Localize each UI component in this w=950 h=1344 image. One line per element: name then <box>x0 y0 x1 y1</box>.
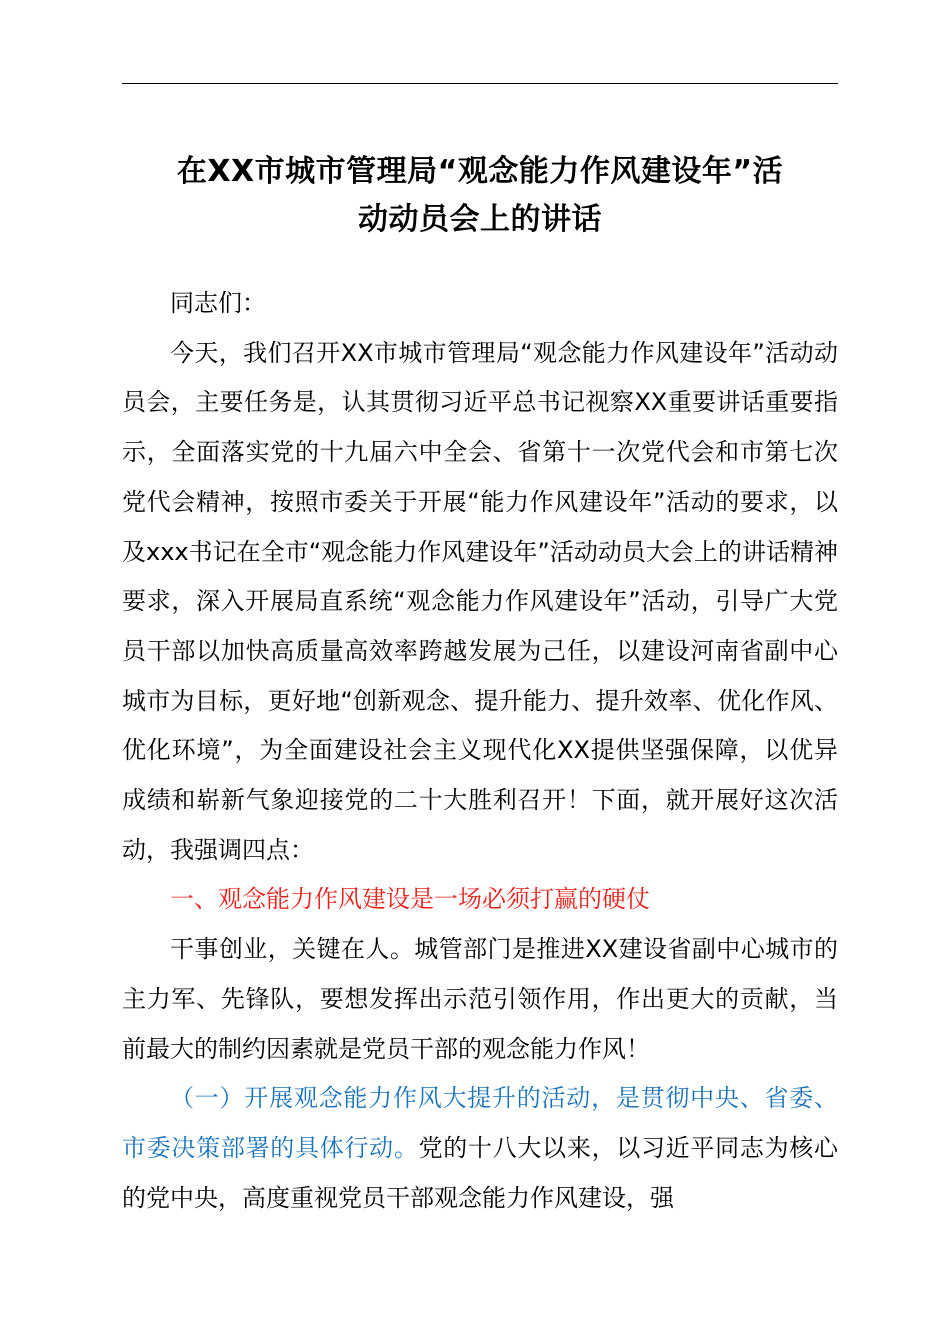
paragraph-section-1: 干事创业，关键在人。城管部门是推进XX建设省副中心城市的主力军、先锋队，要想发挥出示范引领作用，作出更大的贡献，当前最大的制约因素就是党员干部的观念能力作风！ <box>122 935 838 1063</box>
paragraph-intro: 今天，我们召开XX市城市管理局“观念能力作风建设年”活动动员会，主要任务是，认其贯彻习近平总书记视察XX重要讲话重要指示，全面落实党的十九届六中全会、省第十一次党代会和市第七次党代会精神，按照市委关于开展“能力作风建设年”活动的要求，以及xxx书记在全市“观念能力作风建设年”活动动员大会上的讲话精神要求，深入开展局直系统“观念能力作风建设年”活动，引导广大党员干部以加快高质量高效率跨越发展为己任，以建设河南省副中心城市为目标，更好地“创新观念、提升能力、提升效率、优化作风、优化环境”，为全面建设社会主义现代化XX提供坚强保障，以优异成绩和崭新气象迎接党的二十大胜利召开！下面，就开展好这次活动，我强调四点： <box>122 338 838 864</box>
section-heading-1: 一、观念能力作风建设是一场必须打赢的硬仗 <box>170 885 650 914</box>
subsection-heading-1: （一）开展观念能力作风大提升的活动，是贯彻中央、省委、市委决策部署的具体行动。 <box>122 1084 838 1162</box>
document-title <box>115 148 845 244</box>
salutation: 同志们： <box>170 289 266 317</box>
header-rule <box>122 83 838 84</box>
title-line-2: 动动员会上的讲话 <box>358 202 602 237</box>
title-line-1: 在XX市城市管理局“观念能力作风建设年”活 <box>176 154 784 189</box>
subsection-1-text: 党的十八大以来，以习近平同志为核心的党中央，高度重视党员干部观念能力作风建设，强 <box>122 1133 839 1212</box>
document-body <box>122 279 838 1223</box>
paragraph-subsection-1 <box>122 1074 838 1223</box>
